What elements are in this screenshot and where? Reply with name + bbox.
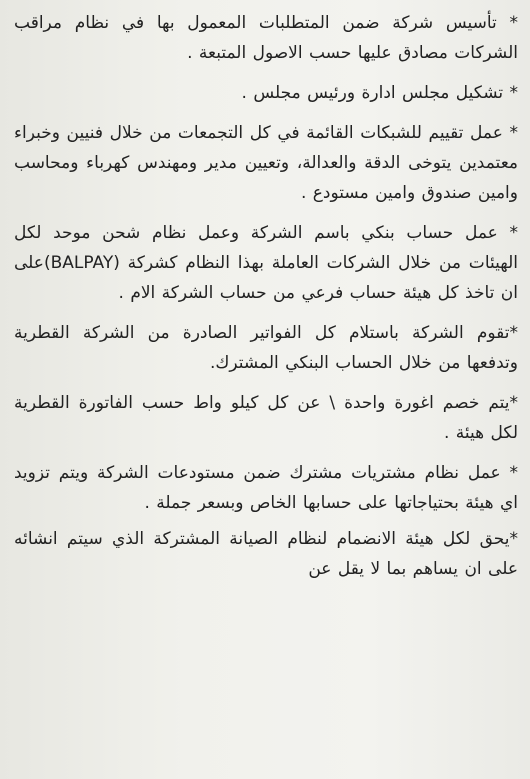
paragraph-invoices: *تقوم الشركة باستلام كل الفواتير الصادرة من الشركة القطرية وتدفعها من خلال الحساب البنكي المشترك. (14, 323, 518, 373)
paragraph-company-founding: * تأسيس شركة ضمن المتطلبات المعمول بها في نظام مراقب الشركات مصادق عليها حسب الاصول المتبعة . (14, 13, 518, 63)
paragraph-network-evaluation: * عمل تقييم للشبكات القائمة في كل التجمعات من خلال فنيين وخبراء معتمدين يتوخى الدقة والعدالة، وتعيين مدير ومهندس كهرباء ومحاسب وامين صندوق وامين مستودع . (14, 123, 518, 203)
paragraph-maintenance: *يحق لكل هيئة الانضمام لنظام الصيانة المشتركة الذي سيتم انشائه على ان يساهم بما لا يقل عن (14, 529, 518, 579)
paragraph-board-formation: * تشكيل مجلس ادارة ورئيس مجلس . (241, 83, 518, 103)
paragraph-procurement: * عمل نظام مشتريات مشترك ضمن مستودعات الشركة ويتم تزويد اي هيئة بحتياجاتها على حسابها الخاص وبسعر جملة . (14, 463, 518, 513)
paragraph-agora-deduction: *يتم خصم اغورة واحدة \ عن كل كيلو واط حسب الفاتورة القطرية لكل هيئة . (14, 393, 518, 443)
paragraph-bank-account: * عمل حساب بنكي باسم الشركة وعمل نظام شحن موحد لكل الهيئات من خلال الشركات العاملة بهذا النظام كشركة (BALPAY)على ان تاخذ كل هيئة حساب فرعي من حساب الشركة الام . (14, 223, 518, 303)
document-body (14, 8, 518, 584)
